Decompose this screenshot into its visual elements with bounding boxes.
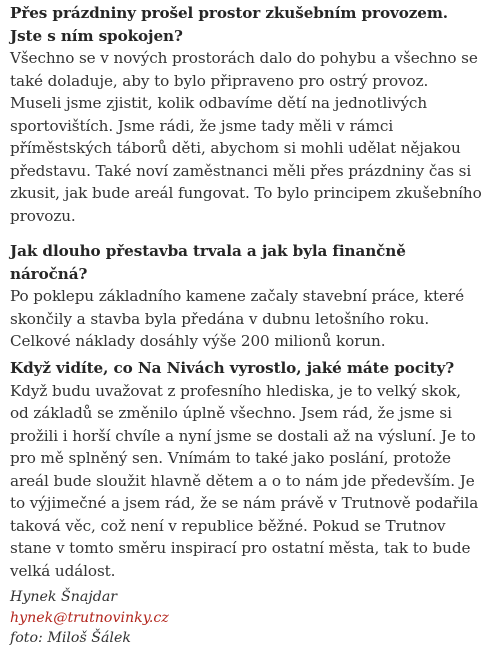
interview-question: Když vidíte, co Na Nivách vyrostlo, jaké máte pocity?: [10, 359, 455, 377]
interview-answer: Když budu uvažovat z profesního hlediska, je to velký skok, od základů se změnilo úplně všechno. Jsem rád, že jsme si prožili i horší chvíle a nyní jsme se dostali až na výsluní. Je to pro mě splněný sen. Vnímám to také jako poslání, protože areál bude sloužit hlavně dětem a o to nám jde především. Je to výjimečné a jsem rád, že se nám právě v Trutnově podařila taková věc, což není v republice běžné. Pokud se Trutnov stane v tomto směru inspirací pro ostatní města, tak to bude velká událost.: [10, 381, 479, 580]
interview-question: Jak dlouho přestavba trvala a jak byla finančně náročná?: [10, 242, 406, 283]
interview-block-3: [10, 357, 484, 582]
interview-question: Přes prázdniny prošel prostor zkušebním provozem. Jste s ním spokojen?: [10, 4, 448, 45]
interview-answer: Všechno se v nových prostorách dalo do pohybu a všechno se také doladuje, aby to bylo připraveno pro ostrý provoz. Museli jsme zjistit, kolik odbavíme dětí na jednotlivých sportovištích. Jsme rádi, že jsme tady měli v rámci příměstských táborů děti, abychom si mohli udělat nějakou představu. Také noví zaměstnanci měli přes prázdniny čas si zkusit, jak bude areál fungovat. To bylo principem zkušebního provozu.: [10, 49, 482, 225]
author-name: Hynek Šnajdar: [10, 589, 118, 605]
interview-answer: Po poklepu základního kamene začaly stavební práce, které skončily a stavba byla předána v dubnu letošního roku. Celkové náklady dosáhly výše 200 milionů korun.: [10, 287, 464, 350]
photo-credit: foto: Miloš Šálek: [10, 630, 131, 646]
interview-block-2: [10, 240, 484, 353]
author-email-link[interactable]: hynek@trutnovinky.cz: [10, 609, 169, 626]
interview-block-1: [10, 2, 484, 227]
article-signature: [10, 587, 484, 649]
